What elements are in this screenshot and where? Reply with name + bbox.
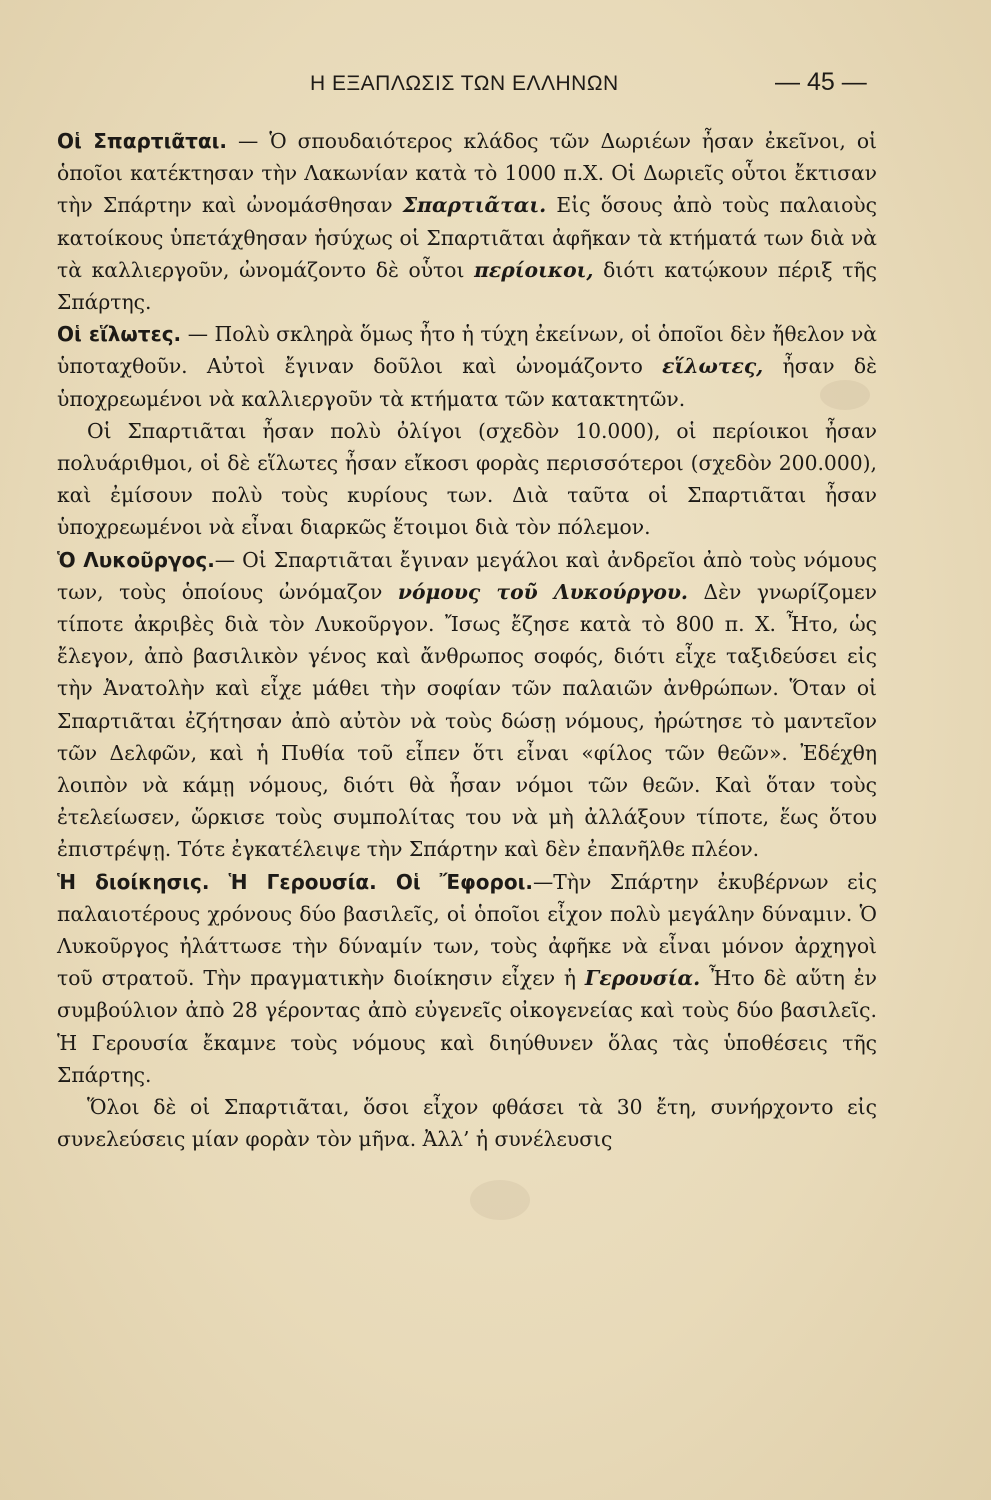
emphasized-term: εἵλωτες,: [662, 354, 764, 379]
paragraph-text: Ἦτο δὲ αὕτη ἐν συμβούλιον ἀπὸ 28 γέροντας ἀπὸ εὐγενεῖς οἰκογενείας καὶ τοὺς δύο βασιλεῖς. Ἡ Γερουσία ἔκαμνε τοὺς νόμους καὶ διηύθυνεν ὅλας τὰς ὑποθέσεις τῆς Σπάρτης.: [57, 966, 877, 1087]
paragraph-text: διότι κατῴκουν πέριξ τῆς Σπάρτης.: [57, 257, 877, 315]
page-number: — 45 —: [775, 68, 867, 96]
emphasized-term: περίοικοι,: [474, 257, 594, 282]
emphasized-term: Σπαρτιᾶται.: [402, 193, 547, 218]
paragraph-text: Εἰς ὅσους ἀπὸ τοὺς παλαιοὺς κατοίκους ὑπετάχθησαν ἡσύχως οἱ Σπαρτιᾶται ἀφῆκαν τὰ κτήματά των διὰ νὰ τὰ καλλιεργοῦν, ὠνομάζοντο δὲ οὗτοι: [57, 193, 877, 282]
body-text: [57, 125, 877, 1156]
paragraph-text: Οἱ Σπαρτιᾶται ἦσαν πολὺ ὀλίγοι (σχεδὸν 10.000), οἱ περίοικοι ἦσαν πολυάριθμοι, οἱ δὲ εἵλωτες ἦσαν εἴκοσι φορὰς περισσότεροι (σχεδὸν 200.000), καὶ ἐμίσουν πολὺ τοὺς κυρίους των. Διὰ ταῦτα οἱ Σπαρτιᾶται ἦσαν ὑποχρεωμένοι νὰ εἶναι διαρκῶς ἕτοιμοι διὰ τὸν πόλεμον.: [57, 418, 877, 540]
paper-stain: [470, 1180, 530, 1220]
paragraph-lycurgus: [57, 544, 877, 866]
paragraph-text: — Οἱ Σπαρτιᾶται ἔγιναν μεγάλοι καὶ ἀνδρεῖοι ἀπὸ τοὺς νόμους των, τοὺς ὁποίους ὠνόμαζον: [57, 547, 877, 604]
paragraph-government: [57, 866, 877, 1091]
paragraph-text: — Ὁ σπουδαιότερος κλάδος τῶν Δωριέων ἦσαν ἐκεῖνοι, οἱ ὁποῖοι κατέκτησαν τὴν Λακωνίαν κατὰ τὸ 1000 π.Χ. Οἱ Δωριεῖς οὗτοι ἔκτισαν τὴν Σπάρτην καὶ ὠνομάσθησαν: [57, 129, 877, 218]
paragraph-assembly: [57, 1091, 877, 1155]
paragraph-spartiates: [57, 125, 877, 318]
running-title: Η ΕΞΑΠΛΩΣΙΣ ΤΩΝ ΕΛΛΗΝΩΝ: [310, 72, 619, 95]
emphasized-term: νόμους τοῦ Λυκούργου.: [397, 579, 688, 604]
paragraph-population: [57, 415, 877, 544]
paragraph-text: — Πολὺ σκληρὰ ὅμως ἦτο ἡ τύχη ἐκείνων, οἱ ὁποῖοι δὲν ἤθελον νὰ ὑποταχθοῦν. Αὐτοὶ ἔγιναν δοῦλοι καὶ ὠνομάζοντο: [57, 322, 877, 379]
paragraph-text: Δὲν γνωρίζομεν τίποτε ἀκριβὲς διὰ τὸν Λυκοῦργον. Ἴσως ἔζησε κατὰ τὸ 800 π. Χ. Ἦτο, ὡς ἔλεγον, ἀπὸ βασιλικὸν γένος καὶ ἄνθρωπος σοφός, διότι εἶχε ταξιδεύσει εἰς τὴν Ἀνατολὴν καὶ εἶχε μάθει τὴν σοφίαν τῶν παλαιῶν ἀνθρώπων. Ὅταν οἱ Σπαρτιᾶται ἐζήτησαν ἀπὸ αὐτὸν νὰ τοὺς δώσῃ νόμους, ἠρώτησε τὸ μαντεῖον τῶν Δελφῶν, καὶ ἡ Πυθία τοῦ εἶπεν ὅτι εἶναι «φίλος τῶν θεῶν». Ἐδέχθη λοιπὸν νὰ κάμῃ νόμους, διότι θὰ ἦσαν νόμοι τῶν θεῶν. Καὶ ὅταν τοὺς ἐτελείωσεν, ὥρκισε τοὺς συμπολίτας του νὰ μὴ ἀλλάξουν τίποτε, ἕως ὅτου ἐπιστρέψῃ. Τότε ἐγκατέλειψε τὴν Σπάρτην καὶ δὲν ἐπανῆλθε πλέον.: [57, 579, 877, 862]
section-heading: Ἡ διοίκησις. Ἡ Γερουσία. Οἱ Ἔφοροι.: [57, 869, 533, 894]
section-heading: Ὁ Λυκοῦργος.: [57, 547, 215, 572]
section-heading: Οἱ εἵλωτες.: [57, 322, 182, 347]
paragraph-text: —Τὴν Σπάρτην ἐκυβέρνων εἰς παλαιοτέρους χρόνους δύο βασιλεῖς, οἱ ὁποῖοι εἶχον πολὺ μεγάλην δύναμιν. Ὁ Λυκοῦργος ἠλάττωσε τὴν δύναμίν των, τοὺς ἀφῆκε νὰ εἶναι μόνον ἀρχηγοὶ τοῦ στρατοῦ. Τὴν πραγματικὴν διοίκησιν εἶχεν ἡ: [57, 869, 877, 991]
page-header: [60, 62, 930, 102]
paragraph-text: Ὅλοι δὲ οἱ Σπαρτιᾶται, ὅσοι εἶχον φθάσει τὰ 30 ἔτη, συνήρχοντο εἰς συνελεύσεις μίαν φορὰν τὸν μῆνα. Ἀλλ’ ἡ συνέλευσις: [57, 1095, 877, 1152]
paragraph-helots: [57, 318, 877, 415]
emphasized-term: Γερουσία.: [584, 966, 701, 991]
paragraph-text: ἦσαν δὲ ὑποχρεωμένοι νὰ καλλιεργοῦν τὰ κτήματα τῶν κατακτητῶν.: [57, 354, 877, 411]
section-heading: Οἱ Σπαρτιᾶται.: [57, 129, 227, 153]
